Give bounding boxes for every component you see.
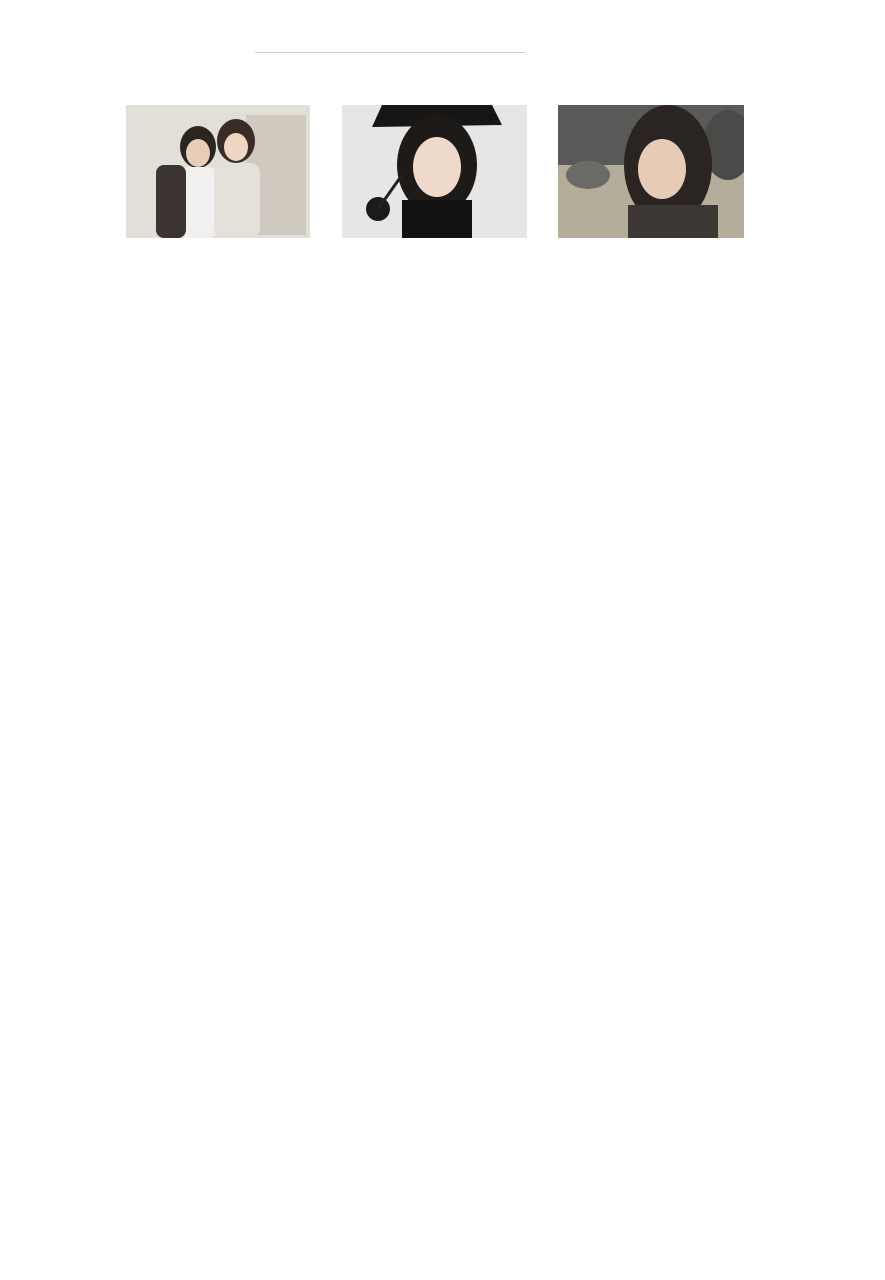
interview-text-bottom [82, 745, 800, 1165]
photo-hat [342, 105, 527, 238]
photo-friends-image [126, 105, 310, 238]
header-divider [255, 52, 525, 53]
photo-outdoor [558, 105, 744, 238]
interview-text-top [82, 265, 800, 675]
photo-hat-image [342, 105, 527, 238]
photo-friends [126, 105, 310, 238]
photo-outdoor-image [558, 105, 744, 238]
